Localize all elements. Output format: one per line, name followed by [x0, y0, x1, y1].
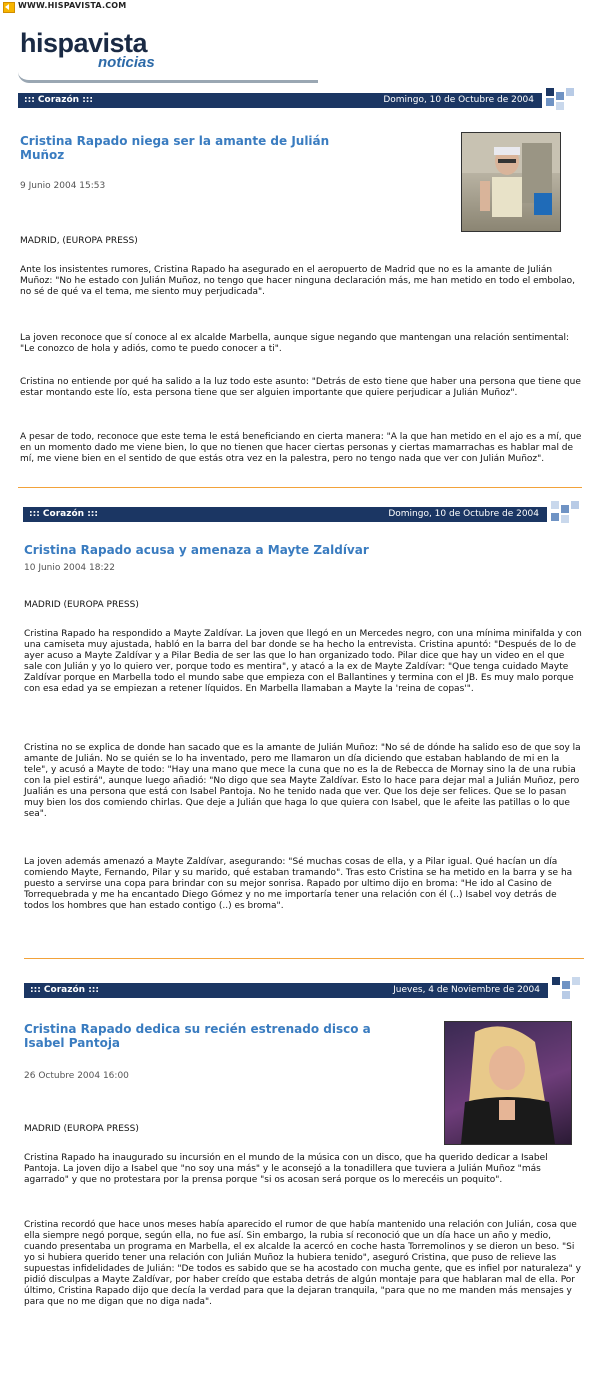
section-bar — [23, 507, 547, 522]
logo-subtitle: noticias — [98, 54, 155, 71]
photo-image — [445, 1022, 571, 1144]
article-timestamp: 10 Junio 2004 18:22 — [24, 563, 115, 573]
section-bar — [18, 93, 542, 108]
section-date: Jueves, 4 de Noviembre de 2004 — [393, 985, 540, 995]
section-date: Domingo, 10 de Octubre de 2004 — [383, 95, 534, 105]
article-paragraph: Ante los insistentes rumores, Cristina Rapado ha asegurado en el aeropuerto de Madrid que no es la amante de Julián Muñoz: "No he estado con Julián Muñoz, no tengo que hacer ninguna declaración más, me han metido en todo el embolao, no sé de qué va el tema, me siento muy perjudicada". — [20, 265, 576, 297]
logo-brand: hispavista — [20, 28, 148, 58]
section-bar — [24, 983, 548, 998]
article-title[interactable]: Cristina Rapado acusa y amenaza a Mayte Zaldívar — [24, 543, 369, 557]
article-paragraph: Cristina no entiende por qué ha salido a la luz todo este asunto: "Detrás de esto tiene que haber una persona que tiene que estar montando este lío, esta persona tiene que ser alguien importante que quiere perjudicar a Julián Muñoz". — [20, 377, 581, 398]
section-date: Domingo, 10 de Octubre de 2004 — [388, 509, 539, 519]
article-paragraph: Cristina Rapado ha respondido a Mayte Zaldívar. La joven que llegó en un Mercedes negro, con una mínima minifalda y con una camiseta muy ajustada, habló en la barra del bar donde se ha hecho la entrevista. Cristina apuntó: "Después de lo de ayer acuso a Mayte Zaldívar y a Pilar Bedia de ser las que lo han organizado todo. Pilar dice que hay un video en el que sale con Julián y yo lo quiero ver, porque todo es mentira", y atacó a la ex de Mayte Zaldívar: "Que tenga cuidado Mayte Zaldívar porque en Marbella todo el mundo sabe que empieza con el Ballantines y termina con el JB. Es muy malo porque con esa edad ya se empiezan a retener líquidos. En Marbella llamaban a Mayte la 'reina de copas'". — [24, 629, 582, 694]
article-timestamp: 26 Octubre 2004 16:00 — [24, 1071, 129, 1081]
article-paragraph: Cristina no se explica de donde han sacado que es la amante de Julián Muñoz: "No sé de dónde ha salido eso de que soy la amante de Julián. No se quién se lo ha inventado, pero me llamaron un día diciendo que estaban hablando de mi en la tele", y acusó a Mayte de todo: "Hay una mano que mece la cuna que no es la de Rebecca de Mornay sino la de una rubia con la piel estirá", aunque luego añadió: "No digo que sea Mayte Zaldívar. Esto lo hace para dejar mal a Julián Muñoz, pero Jualián es una persona que está con Isabel Pantoja. No he tenido nada que ver. Que los deje ser felices. Que se lo pasan muy bien los dos comiendo chirlas. Que deje a Julián que haga lo que quiera con Isabel, que le afeite las patillas o lo que sea". — [24, 743, 581, 819]
section-label: ::: Corazón ::: — [29, 509, 98, 519]
back-arrow-icon[interactable] — [3, 2, 15, 13]
site-url-link[interactable]: WWW.HISPAVISTA.COM — [18, 1, 127, 10]
article-dateline: MADRID (EUROPA PRESS) — [24, 600, 139, 610]
article-title[interactable]: Cristina Rapado dedica su recién estrenado disco a Isabel Pantoja — [24, 1022, 371, 1050]
article-paragraph: La joven además amenazó a Mayte Zaldívar, asegurando: "Sé muchas cosas de ella, y a Pilar igual. Qué hacían un día comiendo Mayte, Fernando, Pilar y su marido, qué estaban tramando". Tras esto Cristina se ha metido en la barra y se ha puesto a servirse una copa para brindar con su mejor sonrisa. Rapado por ultimo dijo en broma: "He ido al Casino de Torrequebrada y me ha encantado Diego Gómez y no me importaría tener una relación con él (..) Isabel voy detrás de todos los hombres que han estado contigo (..) es broma". — [24, 857, 573, 911]
article-title[interactable]: Cristina Rapado niega ser la amante de Julián Muñoz — [20, 134, 330, 162]
article-dateline: MADRID, (EUROPA PRESS) — [20, 236, 138, 246]
article-photo — [444, 1021, 572, 1145]
article-paragraph: Cristina Rapado ha inaugurado su incursión en el mundo de la música con un disco, que ha querido dedicar a Isabel Pantoja. La joven dijo a Isabel que "no soy una más" y le aconsejó a la tonadillera que tuviera a Julián Muñoz "más agarrado" y que no protestara por la prensa porque "si os acosan será porque os lo merecéis un poquito". — [24, 1153, 548, 1185]
article-photo — [461, 132, 561, 232]
article-dateline: MADRID (EUROPA PRESS) — [24, 1124, 139, 1134]
photo-image — [462, 133, 560, 231]
section-label: ::: Corazón ::: — [30, 985, 99, 995]
top-bar — [0, 0, 600, 14]
article-paragraph: Cristina recordó que hace unos meses había aparecido el rumor de que había mantenido una relación con Julián, cosa que ella siempre negó porque, según ella, no fue así. Sin embargo, la rubia sí reconoció que un día hace un año y medio, cuando presentaba un programa en Marbella, el ex alcalde la acercó en coche hasta Torremolinos y se dieron un beso. "Si yo si hubiera querido tener una relación con Julián Muñoz la hubiera tenido", aseguró Cristina, que puso de relieve las supuestas infidelidades de Julián: "De todos es sabido que se ha acostado con mucha gente, que es infiel por naturaleza" y pidió disculpas a Mayte Zaldívar, por haber creído que estaba detrás de algún montaje para que hablaran mal de ella. Por último, Cristina Rapado dijo que decía la verdad para que la dejaran tranquila, "para que no me manden más mensajes y para que no me digan que no diga nada". — [24, 1220, 581, 1307]
site-logo[interactable] — [18, 24, 318, 80]
logo-swoosh — [18, 72, 318, 83]
article-paragraph: La joven reconoce que sí conoce al ex alcalde Marbella, aunque sigue negando que mantengan una relación sentimental: "Le conozco de hola y adiós, como te puedo conocer a ti". — [20, 333, 570, 354]
article-timestamp: 9 Junio 2004 15:53 — [20, 181, 106, 191]
article-divider — [24, 958, 584, 959]
article-divider — [18, 487, 582, 488]
article-paragraph: A pesar de todo, reconoce que este tema le está beneficiando en cierta manera: "A la que han metido en el ajo es a mí, que en un momento dado me viene bien, lo que no tienen que hacer ciertas personas y ciertas mamarrachas es hablar mal de mí, me viene bien en el sentido de que estás otra vez en la palestra, pero no tengo nada que ver con Julián Muñoz". — [20, 432, 582, 464]
section-label: ::: Corazón ::: — [24, 95, 93, 105]
